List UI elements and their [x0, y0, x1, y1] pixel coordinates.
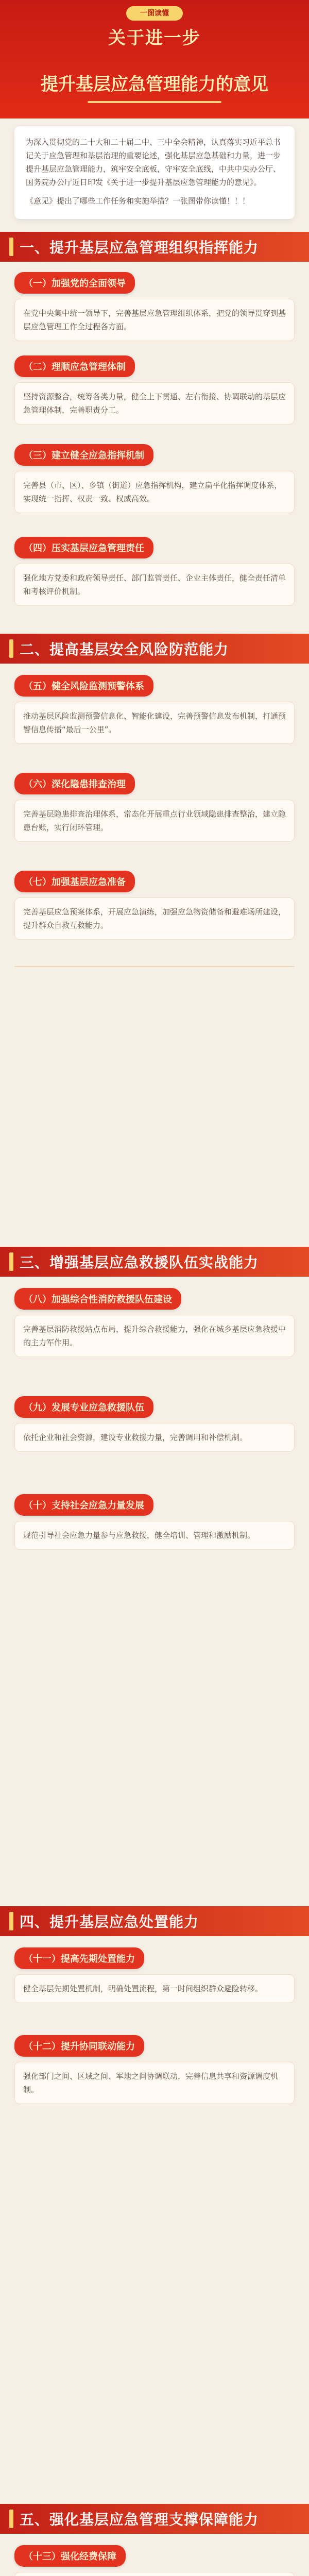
section-divider — [14, 966, 295, 967]
hero-pill: 一图读懂 — [126, 6, 183, 21]
section-title: 四、提升基层应急处置能力 — [20, 1913, 199, 1930]
item-11 — [14, 1947, 295, 2003]
item-body: 完善基层应急预案体系，开展应急演练，加强应急物资储备和避难场所建设，提升群众自救互救能力。 — [14, 897, 295, 940]
item-body: 强化部门之间、区域之间、军地之间协调联动，完善信息共享和资源调度机制。 — [14, 2062, 295, 2104]
item-3 — [14, 444, 295, 513]
item-body: 依托企业和社会资源，建设专业救援力量，完善调用和补偿机制。 — [14, 1423, 295, 1452]
section-header-2 — [0, 634, 309, 664]
section-title: 一、提升基层应急管理组织指挥能力 — [20, 239, 259, 256]
section-header-4 — [0, 1906, 309, 1936]
section-title: 二、提高基层安全风险防范能力 — [20, 641, 229, 658]
item-body: 完善基层消防救援站点布局，提升综合救援能力，强化在城乡基层应急救援中的主力军作用。 — [14, 1315, 295, 1357]
item-12 — [14, 2035, 295, 2104]
item-9 — [14, 1396, 295, 1452]
item-title: （三）建立健全应急指挥机制 — [14, 444, 153, 466]
item-title: （一）加强党的全面领导 — [14, 272, 135, 294]
section-bar-icon — [9, 639, 13, 658]
item-title: （十）支持社会应急力量发展 — [14, 1494, 153, 1516]
section-bar-icon — [9, 2510, 13, 2528]
item-title: （九）发展专业应急救援队伍 — [14, 1396, 153, 1418]
item-8 — [14, 1288, 295, 1357]
intro-paragraph-1: 为深入贯彻党的二十大和二十届二中、三中全会精神，认真落实习近平总书记关于应急管理和基层治理的重要论述，强化基层应急基础和力量，进一步提升基层应急管理能力，筑牢安全底板，守牢安全底线，中共中央办公厅、国务院办公厅近日印发《关于进一步提升基层应急管理能力的意见》。 — [26, 138, 281, 187]
item-body: 在党中央集中统一领导下，完善基层应急管理组织体系，把党的领导贯穿到基层应急管理工作全过程各方面。 — [14, 299, 295, 341]
item-title: （十三）强化经费保障 — [14, 2545, 126, 2567]
item-title: （八）加强综合性消防救援队伍建设 — [14, 1288, 181, 1310]
section-bar-icon — [9, 1912, 13, 1930]
hero-banner — [0, 0, 309, 118]
item-body: 强化地方党委和政府领导责任、部门监管责任、企业主体责任，健全责任清单和考核评价机制。 — [14, 564, 295, 606]
item-title: （六）深化隐患排查治理 — [14, 773, 135, 794]
item-body — [14, 2572, 295, 2576]
section-title: 五、强化基层应急管理支撑保障能力 — [20, 2511, 259, 2528]
item-10 — [14, 1494, 295, 1550]
hero-title-line1: 关于进一步 — [108, 28, 201, 48]
section-bar-icon — [9, 238, 13, 256]
item-title: （四）压实基层应急管理责任 — [14, 537, 153, 558]
item-7 — [14, 871, 295, 940]
section-header-1 — [0, 232, 309, 262]
item-5 — [14, 675, 295, 744]
item-6 — [14, 773, 295, 842]
item-4 — [14, 537, 295, 606]
item-title: （十一）提高先期处置能力 — [14, 1947, 144, 1969]
section-header-3 — [0, 1247, 309, 1277]
item-body: 完善县（市、区）、乡镇（街道）应急指挥机构，建立扁平化指挥调度体系，实现统一指挥、权责一致、权威高效。 — [14, 471, 295, 513]
item-body: 坚持资源整合，统筹各类力量，健全上下贯通、左右衔接、协调联动的基层应急管理体制，完善职责分工。 — [14, 382, 295, 425]
section-header-5 — [0, 2504, 309, 2534]
item-body: 推动基层风险监测预警信息化、智能化建设，完善预警信息发布机制，打通预警信息传播“最后一公里”。 — [14, 702, 295, 744]
hero-title-line2: 提升基层应急管理能力的意见 — [41, 74, 268, 95]
section-title: 三、增强基层应急救援队伍实战能力 — [20, 1254, 259, 1271]
item-13 — [14, 2545, 295, 2576]
item-2 — [14, 355, 295, 425]
intro-paragraph-2: 《意见》提出了哪些工作任务和实施举措？一张图带你读懂！！！ — [26, 196, 250, 206]
item-body: 规范引导社会应急力量参与应急救援，健全培训、管理和激励机制。 — [14, 1521, 295, 1550]
intro-card — [14, 126, 295, 219]
section-bar-icon — [9, 1252, 13, 1271]
item-title: （十二）提升协同联动能力 — [14, 2035, 144, 2057]
item-body: 健全基层先期处置机制，明确处置流程，第一时间组织群众避险转移。 — [14, 1974, 295, 2003]
item-title: （二）理顺应急管理体制 — [14, 355, 135, 377]
hero-underline — [88, 101, 221, 103]
item-title: （七）加强基层应急准备 — [14, 871, 135, 892]
item-title: （五）健全风险监测预警体系 — [14, 675, 153, 697]
item-1 — [14, 272, 295, 341]
item-body: 完善基层隐患排查治理体系，常态化开展重点行业领域隐患排查整治，建立隐患台账，实行闭环管理。 — [14, 800, 295, 842]
